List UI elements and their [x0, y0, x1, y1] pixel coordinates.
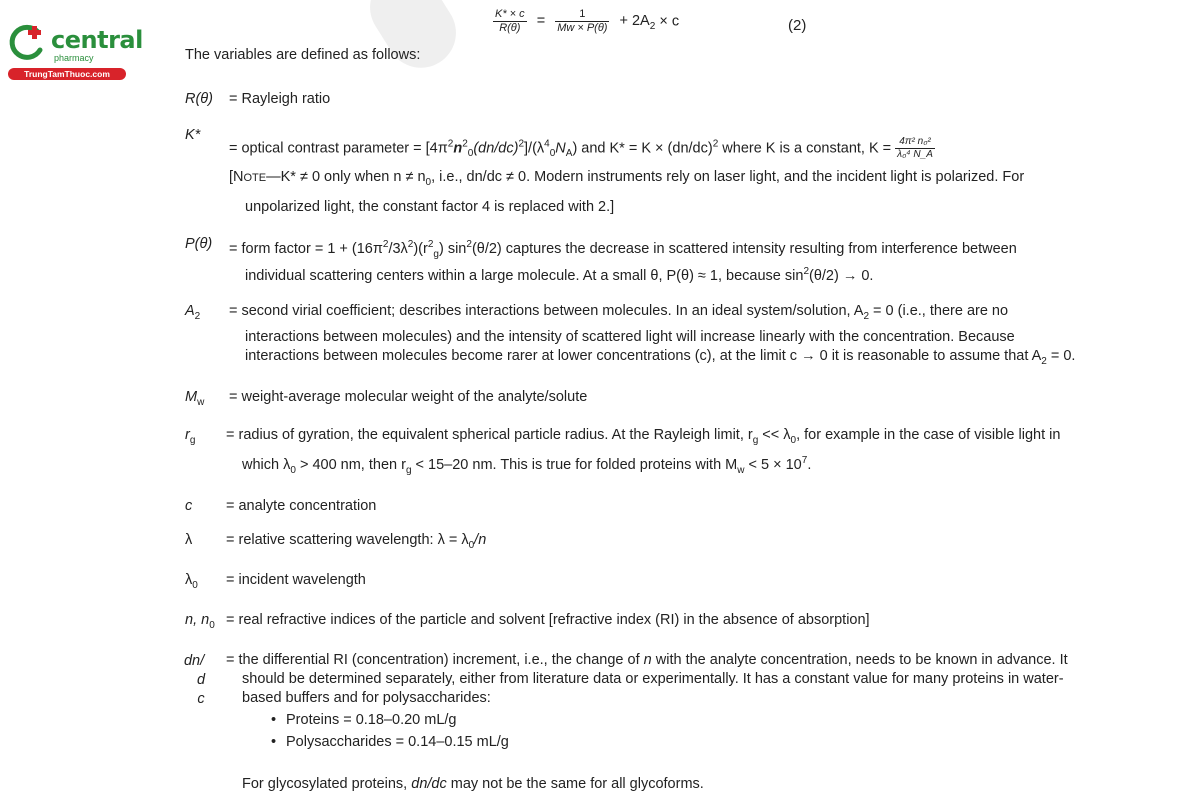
def-lambda: = relative scattering wavelength: $\lambda = \lambda_0/n$: [226, 532, 487, 551]
a2-text-line3b: = 0.: [1046, 348, 1076, 364]
logo[interactable]: [8, 22, 143, 84]
term-k-star: [185, 127, 200, 143]
def-k-note-line1: [NOTE—K* ≠ 0 only when $n \ne n_0$, i.e., dn/dc ≠ 0. Modern instruments rely on laser light, and the incident light is polarized. For: [229, 169, 1025, 188]
term-lambda0: [185, 572, 198, 591]
equation-lhs-numerator: K* × c: [495, 8, 525, 20]
dndc-footer: [242, 776, 704, 792]
term-form-factor-label: P(θ): [185, 236, 213, 252]
def-k-note-line2: unpolarized light, the constant factor 4 is replaced with 2.]: [245, 199, 615, 215]
term-rayleigh: [185, 91, 213, 107]
k-fraction-den: λ₀⁴ N_A: [897, 149, 933, 160]
equation-rhs-numerator: 1: [555, 8, 609, 22]
dndc-footer-c: may not be the same for all glycoforms.: [446, 776, 704, 792]
k-note-b: —K* ≠ 0 only when n ≠ n: [266, 169, 426, 185]
term-c-label: c: [185, 498, 193, 514]
k-text-a: = optical contrast parameter = [4π: [229, 140, 448, 157]
logo-subtitle: pharmacy: [54, 53, 94, 63]
logo-site: TrungTamThuoc.com: [8, 68, 126, 80]
p-text-line2b: (θ/2) → 0.: [809, 268, 874, 284]
term-mw-label: M: [185, 389, 198, 405]
def-dndc-line2: should be determined separately, either from literature data or experimentally. It has a constant value for many proteins in water-: [242, 671, 1064, 687]
term-dndc: [183, 652, 205, 709]
logo-name: central: [51, 26, 143, 54]
term-a2: [185, 303, 201, 322]
bullet-proteins: • Proteins = 0.18–0.20 mL/g: [270, 712, 509, 728]
k-text-c: (dn/dc): [473, 140, 519, 157]
equation-lhs-denominator: R(θ): [499, 22, 521, 34]
rg-text-line2c: < 15–20 nm. This is true for folded proteins with M: [411, 457, 738, 473]
def-form-factor-line2: individual scattering centers within a large molecule. At a small θ, P(θ) ≈ 1, because $\sin^2(\theta/2) \to 0$.: [245, 266, 874, 284]
k-text-f: ) and K* = K × (dn/dc): [572, 140, 713, 157]
dndc-footer-a: For glycosylated proteins,: [242, 776, 412, 792]
def-rayleigh: = Rayleigh ratio: [229, 91, 331, 107]
term-rg-sub: g: [189, 434, 196, 446]
term-n: [185, 612, 215, 631]
p-text-c: )(r: [413, 241, 428, 257]
p-text-e: (θ/2) captures the decrease in scattered intensity resulting from interference between: [471, 241, 1017, 257]
term-n-sub: 0: [209, 619, 215, 631]
term-mw: [185, 389, 205, 408]
term-rg-label: r: [185, 427, 190, 443]
watermark-shape: [357, 0, 469, 81]
term-rg: [185, 427, 196, 446]
bullet-polysaccharides: • Polysaccharides = 0.14–0.15 mL/g: [270, 734, 509, 750]
p-text-b: /3λ: [388, 241, 408, 257]
equation-equals: =: [536, 13, 546, 30]
def-a2-line3: interactions between molecules become rarer at lower concentrations (c), at the limit c → 0 it is reasonable to assume that $A_2 = 0$.: [245, 348, 1076, 367]
k-note-a: [N: [229, 169, 244, 185]
equation-lhs-fraction: [493, 8, 527, 35]
dndc-text-a: = the differential RI (concentration) increment, i.e., the change of: [226, 652, 644, 668]
rg-text-line2b: > 400 nm, then r: [295, 457, 406, 473]
def-a2-line2: interactions between molecules) and the intensity of scattered light will increase linearly with the concentration. Because: [245, 329, 1015, 345]
def-dndc-line1: = the differential RI (concentration) increment, i.e., the change of n with the analyte concentration, needs to be known in advance. It: [226, 652, 1068, 668]
term-c: [185, 498, 192, 514]
k-text-b: n: [453, 140, 463, 157]
a2-text-b: = 0 (i.e., there are no: [869, 303, 1009, 319]
equation-rhs-fraction: [555, 8, 609, 35]
def-rg-line1: = radius of gyration, the equivalent spherical particle radius. At the Rayleigh limit, $r_g << \lambda_0$, for example in the case of visible light in: [226, 427, 1061, 446]
rg-text-line2f: .: [807, 457, 812, 473]
term-n-label: n, n: [185, 612, 210, 628]
k-fraction-num: 4π² n₀²: [899, 136, 931, 147]
k-text-d: ]/(λ: [524, 140, 545, 157]
term-dndc-1: dn/: [183, 653, 205, 669]
lambda-text-b: /n: [474, 532, 487, 548]
k-fraction: [895, 136, 935, 161]
dndc-text-b: with the analyte concentration, needs to be known in advance. It: [651, 652, 1068, 668]
k-note-smallcaps: OTE: [243, 172, 267, 184]
equation-number: (2): [788, 17, 807, 34]
term-a2-label: A: [185, 303, 195, 319]
term-dndc-3: c: [197, 691, 205, 707]
term-lambda: λ: [185, 532, 193, 548]
def-k-star-line1: = optical contrast parameter = $[4\pi^2n^2_0(dn/dc)^2]/(\lambda^4_0N_A)$ and $K* = K \times (dn/dc)^2$ where K is a constant, K = $\frac{\text{4π² n₀²}}{\text{λ₀⁴ N\_A}}$: [229, 136, 933, 160]
def-dndc-line3: based buffers and for polysaccharides:: [242, 690, 491, 706]
term-k-star-label: K*: [185, 127, 201, 143]
equation-rhs-denominator: Mw × P(θ): [557, 22, 608, 34]
term-mw-sub: w: [197, 396, 205, 408]
def-c: = analyte concentration: [226, 498, 377, 514]
term-rayleigh-label: R(θ): [185, 91, 213, 107]
logo-icon: [8, 22, 48, 62]
def-n: = real refractive indices of the particle and solvent [refractive index (RI) in the absence of absorption]: [226, 612, 870, 628]
def-rg-line2: which $\lambda_0 > 400$ nm, then $r_g < 15-20$ nm. This is true for folded proteins with $M_w < 5 \times 10^7$.: [242, 455, 812, 476]
a2-text-a: = second virial coefficient; describes interactions between molecules. In an ideal system/solution, A: [229, 303, 864, 319]
term-lambda0-sub: 0: [192, 579, 198, 591]
equation-plus-term: + 2A: [619, 13, 650, 30]
p-text-a: = form factor = 1 + (16π: [229, 241, 383, 257]
term-lambda0-label: λ: [185, 572, 193, 588]
def-form-factor-line1: = form factor = $1 + (16\pi^2/3\lambda^2)(r^2_g)$ $\sin^2(\theta/2)$ captures the decrease in scattered intensity resulting from interference between: [229, 239, 1017, 260]
equation-plus-sub: 2: [649, 21, 656, 33]
equation-times-c: × c: [659, 13, 680, 30]
rg-text-line2a: which λ: [242, 457, 291, 473]
def-mw: = weight-average molecular weight of the analyte/solute: [229, 389, 588, 405]
def-lambda0: = incident wavelength: [226, 572, 366, 588]
rg-text-line2d: < 5 × 10: [744, 457, 802, 473]
rg-text-b: << λ: [758, 427, 791, 443]
def-a2-line1: = second virial coefficient; describes interactions between molecules. In an ideal system/solution, $A_2 = 0$ (i.e., there are no: [229, 303, 1009, 322]
term-form-factor: [185, 236, 212, 252]
term-a2-sub: 2: [194, 310, 201, 322]
k-text-e: N: [555, 140, 566, 157]
p-text-line2a: individual scattering centers within a large molecule. At a small θ, P(θ) ≈ 1, because sin: [245, 268, 804, 284]
a2-text-line3a: interactions between molecules become rarer at lower concentrations (c), at the limit c → 0 it is reasonable to assume that A: [245, 348, 1042, 364]
equation: [493, 8, 679, 35]
dndc-footer-b: dn/dc: [411, 776, 447, 792]
rg-text-line2e: 7: [801, 455, 808, 467]
p-text-d: ) sin: [438, 241, 467, 257]
lambda-text-a: = relative scattering wavelength: λ = λ: [226, 532, 469, 548]
dndc-bullet-list: [270, 712, 509, 756]
rg-text-a: = radius of gyration, the equivalent spherical particle radius. At the Rayleigh limit, r: [226, 427, 753, 443]
intro-text: The variables are defined as follows:: [185, 47, 421, 63]
k-text-g: where K is a constant, K =: [718, 140, 892, 157]
rg-text-c: , for example in the case of visible light in: [796, 427, 1061, 443]
term-dndc-2: d: [197, 672, 206, 688]
k-note-c: , i.e., dn/dc ≠ 0. Modern instruments rely on laser light, and the incident light is polarized. For: [431, 169, 1025, 185]
